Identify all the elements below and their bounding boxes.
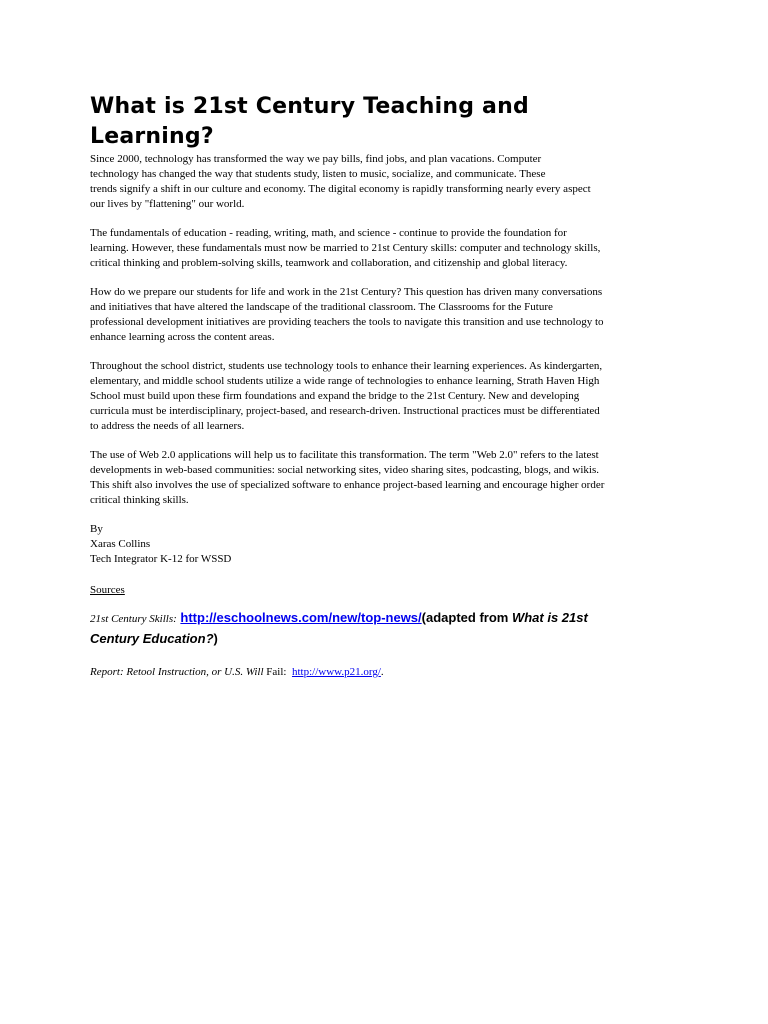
sources-heading: Sources bbox=[90, 584, 125, 596]
eschoolnews-link[interactable]: http://eschoolnews.com/new/top-news/ bbox=[180, 610, 422, 625]
paragraph-intro bbox=[90, 152, 690, 212]
source-1-prefix: 21st Century Skills: bbox=[90, 613, 177, 625]
source-1-title-line-2: Century Education? bbox=[90, 631, 214, 646]
source-2-fail: Fail: bbox=[263, 666, 292, 678]
source-21st-century-skills bbox=[90, 608, 690, 649]
paragraph-line: critical thinking skills. bbox=[90, 494, 189, 506]
byline bbox=[90, 522, 690, 567]
source-2-end: . bbox=[380, 666, 384, 678]
paragraph-prepare bbox=[90, 285, 690, 345]
p21-link[interactable]: http://www.p21.org/ bbox=[291, 666, 381, 678]
source-report bbox=[90, 665, 690, 680]
paragraph-line: The fundamentals of education - reading, writing, math, and science - continue to provide the foundation for bbox=[90, 227, 567, 239]
paragraph-line: trends signify a shift in our culture and economy. The digital economy is rapidly transforming nearly every aspect bbox=[90, 183, 591, 195]
paragraph-line: professional development initiatives are providing teachers the tools to navigate this transition and use technology to bbox=[90, 316, 604, 328]
source-1-adapted: (adapted from bbox=[421, 610, 512, 625]
page-title bbox=[90, 92, 690, 152]
paragraph-line: our lives by "flattening" our world. bbox=[90, 198, 245, 210]
paragraph-line: developments in web-based communities: social networking sites, video sharing sites, podcasting, blogs, and wikis. bbox=[90, 464, 599, 476]
paragraph-web20 bbox=[90, 448, 690, 508]
byline-role: Tech Integrator K-12 for WSSD bbox=[90, 553, 232, 565]
paragraph-line: curricula must be interdisciplinary, project-based, and research-driven. Instructional practices must be differentiated bbox=[90, 405, 600, 417]
paragraph-line: elementary, and middle school students utilize a wide range of technologies to enhance learning, Strath Haven High bbox=[90, 375, 600, 387]
paragraph-line: and initiatives that have altered the landscape of the traditional classroom. The Classrooms for the Future bbox=[90, 301, 553, 313]
byline-by: By bbox=[90, 523, 103, 535]
paragraph-line: to address the needs of all learners. bbox=[90, 420, 245, 432]
paragraph-line: critical thinking and problem-solving skills, teamwork and collaboration, and citizenship and global literacy. bbox=[90, 257, 568, 269]
paragraph-line: School must build upon these firm foundations and expand the bridge to the 21st Century. New and developing bbox=[90, 390, 580, 402]
title-line-1: What is 21st Century Teaching and bbox=[90, 94, 529, 119]
title-line-2: Learning? bbox=[90, 124, 214, 149]
paragraph-line: Since 2000, technology has transformed the way we pay bills, find jobs, and plan vacations. Computer bbox=[90, 153, 542, 165]
paragraph-fundamentals bbox=[90, 226, 690, 271]
document-page bbox=[90, 92, 690, 680]
paragraph-line: learning. However, these fundamentals must now be married to 21st Century skills: computer and technology skills, bbox=[90, 242, 601, 254]
paragraph-line: How do we prepare our students for life and work in the 21st Century? This question has driven many conversations bbox=[90, 286, 603, 298]
paragraph-line: technology has changed the way that students study, listen to music, socialize, and communicate. These bbox=[90, 168, 546, 180]
source-1-title-line-1: What is 21st bbox=[511, 610, 588, 625]
paragraph-line: The use of Web 2.0 applications will help us to facilitate this transformation. The term "Web 2.0" refers to the latest bbox=[90, 449, 599, 461]
paragraph-line: Throughout the school district, students use technology tools to enhance their learning experiences. As kindergarten, bbox=[90, 360, 603, 372]
source-2-prefix: Report: Retool Instruction, or U.S. Will bbox=[90, 666, 264, 678]
paragraph-line: This shift also involves the use of specialized software to enhance project-based learning and encourage higher order bbox=[90, 479, 605, 491]
paragraph-district bbox=[90, 359, 690, 434]
byline-author: Xaras Collins bbox=[90, 538, 151, 550]
paragraph-line: enhance learning across the content areas. bbox=[90, 331, 275, 343]
source-1-close: ) bbox=[213, 631, 218, 646]
